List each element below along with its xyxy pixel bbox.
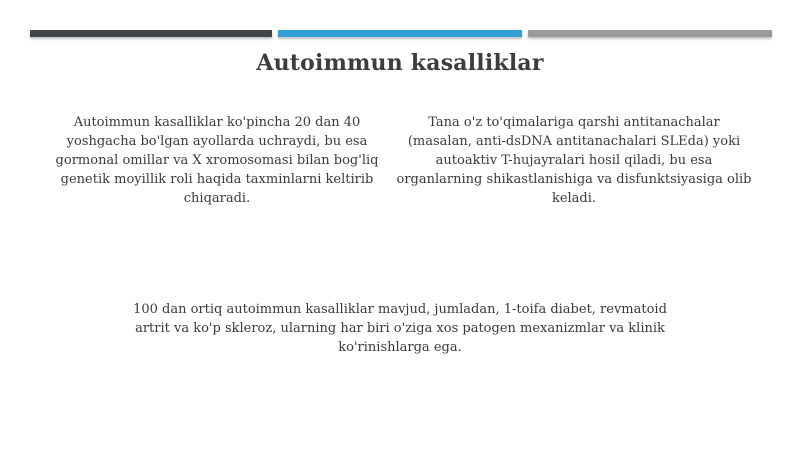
paragraph-bottom: 100 dan ortiq autoimmun kasalliklar mavjud, jumladan, 1-toifa diabet, revmatoid artrit va ko'p skleroz, ularning har biri o'ziga xos patogen mexanizmlar va klinik ko'rinishlarga ega. bbox=[133, 302, 667, 355]
accent-bar-dark bbox=[30, 30, 272, 37]
paragraph-left: Autoimmun kasalliklar ko'pincha 20 dan 40 yoshgacha bo'lgan ayollarda uchraydi, bu esa gormonal omillar va X xromosomasi bilan bog'liq genetik moyillik roli haqida taxminlarni keltirib chiqaradi. bbox=[55, 115, 379, 206]
accent-bar-gray bbox=[528, 30, 772, 37]
paragraph-right: Tana o'z to'qimalariga qarshi antitanachalar (masalan, anti-dsDNA antitanachalari SLEda) yoki autoaktiv T-hujayralari hosil qiladi, bu esa organlarning shikastlanishiga va disfunktsiyasiga olib keladi. bbox=[396, 115, 752, 206]
slide-title: Autoimmun kasalliklar bbox=[256, 50, 544, 76]
accent-bar-blue bbox=[278, 30, 522, 37]
header-accent-bars bbox=[30, 30, 772, 38]
